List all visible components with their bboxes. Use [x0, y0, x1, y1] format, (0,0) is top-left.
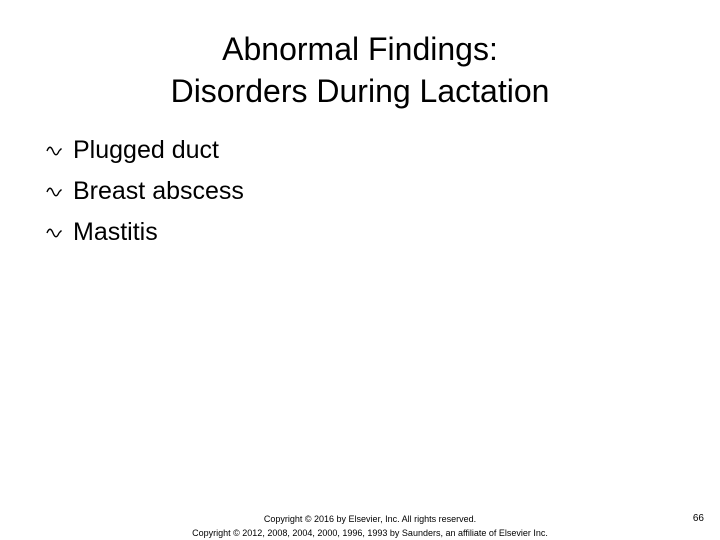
wave-bullet-icon: [46, 146, 62, 156]
title-line: Abnormal Findings:: [222, 31, 498, 67]
bullet-text: Mastitis: [73, 218, 158, 246]
wave-bullet-icon: [46, 187, 62, 197]
bullet-item: [46, 171, 244, 212]
title-line: Disorders During Lactation: [170, 73, 550, 109]
copyright-line: Copyright © 2016 by Elsevier, Inc. All rights reserved.: [263, 514, 477, 524]
wave-bullet-icon: [46, 228, 62, 238]
bullet-text: Breast abscess: [73, 177, 244, 205]
bullet-item: [46, 130, 244, 171]
bullet-list: [46, 130, 244, 253]
copyright-notice: [110, 512, 630, 540]
slide-title: [0, 28, 720, 112]
bullet-text: Plugged duct: [73, 136, 219, 164]
page-number: 66: [692, 513, 704, 524]
copyright-line: Copyright © 2012, 2008, 2004, 2000, 1996, 1993 by Saunders, an affiliate of Elsevier Inc.: [192, 528, 548, 538]
bullet-item: [46, 212, 244, 253]
